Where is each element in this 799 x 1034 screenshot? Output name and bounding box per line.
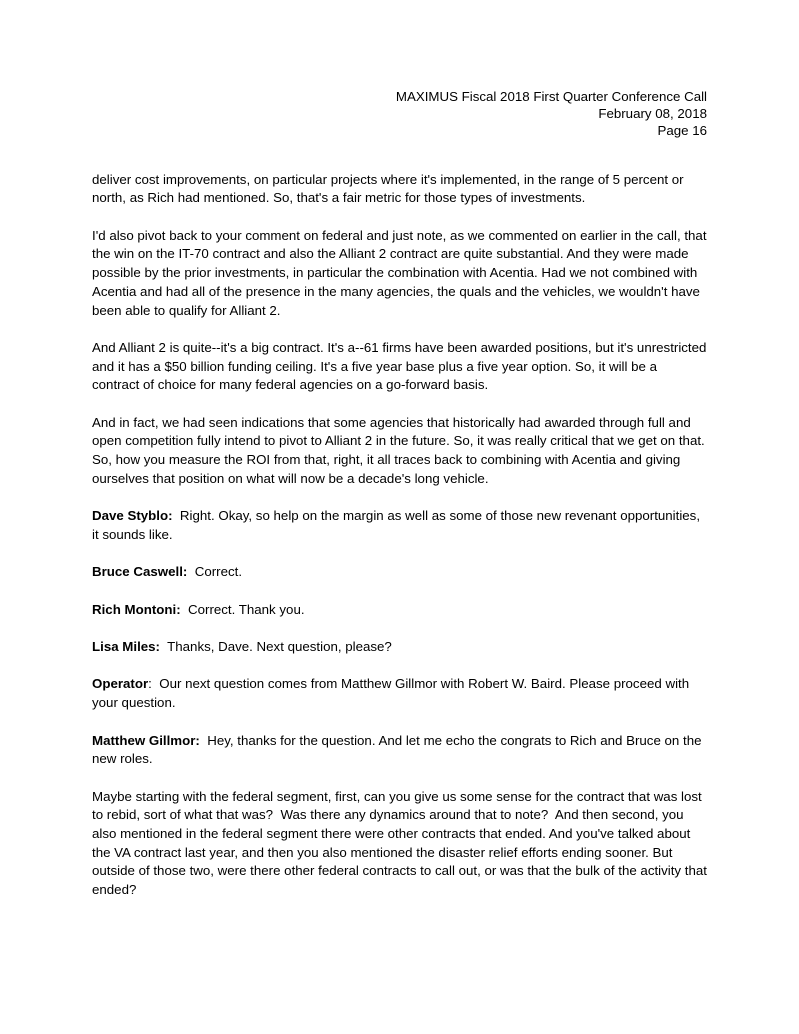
transcript-paragraph xyxy=(92,171,707,208)
header-page-number: Page 16 xyxy=(657,123,707,139)
paragraph-text: Hey, thanks for the question. And let me echo the congrats to Rich and Bruce on the new roles. xyxy=(92,732,706,767)
paragraph-text: deliver cost improvements, on particular projects where it's implemented, in the range of 5 percent or north, as Rich had mentioned. So, that's a fair metric for those types of investments. xyxy=(92,171,688,206)
transcript-paragraph xyxy=(92,414,707,489)
paragraph-text: And in fact, we had seen indications that some agencies that historically had awarded through full and open competition fully intend to pivot to Alliant 2 in the future. So, it was really critical that we get on that. So, how you measure the ROI from that, right, it all traces back to combining with Acentia and giving ourselves that position on what will now be a decade's long vehicle. xyxy=(92,414,709,486)
transcript-paragraph xyxy=(92,227,711,321)
speaker-name: Matthew Gillmor: xyxy=(92,732,200,748)
transcript-paragraph xyxy=(92,732,707,769)
transcript-paragraph xyxy=(92,675,707,712)
header-title: MAXIMUS Fiscal 2018 First Quarter Conference Call xyxy=(395,89,707,104)
speaker-name: Lisa Miles: xyxy=(92,639,160,655)
paragraph-text: Correct. Thank you. xyxy=(180,601,305,617)
header-date: February 08, 2018 xyxy=(598,106,707,122)
transcript-paragraph xyxy=(92,339,711,395)
speaker-name: Bruce Caswell: xyxy=(92,564,188,580)
speaker-name: Dave Styblo: xyxy=(92,508,173,524)
speaker-name: Rich Montoni: xyxy=(92,601,181,617)
transcript-body xyxy=(92,171,711,900)
transcript-paragraph xyxy=(92,507,707,544)
paragraph-text: Right. Okay, so help on the margin as well as some of those new revenant opportunities, it sounds like. xyxy=(92,508,704,542)
page-header xyxy=(92,88,707,140)
paragraph-text: And Alliant 2 is quite--it's a big contract. It's a--61 firms have been awarded positions, but it's unrestricted and it has a $50 billion funding ceiling. It's a five year base plus a five year option. So, it will be a contract of choice for many federal agencies on a go-forward basis. xyxy=(92,339,711,393)
paragraph-text: Maybe starting with the federal segment, first, can you give us some sense for the contract that was lost to rebid, sort of what that was? Was there any dynamics around that to note? And then second, you also mentioned in the federal segment there were other contracts that ended. And you've talked about the VA contract last year, and then you also mentioned the disaster relief efforts ending sooner. But outside of those two, were there other federal contracts to call out, or was that the bulk of the activity that ended? xyxy=(92,788,711,898)
paragraph-text: I'd also pivot back to your comment on federal and just note, as we commented on earlier in the call, that the win on the IT-70 contract and also the Alliant 2 contract are quite substantial. And they were made possible by the prior investments, in particular the combination with Acentia. Had we not combined with Acentia and had all of the presence in the many agencies, the quals and the vehicles, we wouldn't have been able to qualify for Alliant 2. xyxy=(92,227,711,318)
transcript-paragraph xyxy=(92,788,711,900)
transcript-paragraph xyxy=(92,638,707,657)
paragraph-text: Thanks, Dave. Next question, please? xyxy=(159,639,392,655)
transcript-paragraph xyxy=(92,601,707,620)
speaker-name: Operator xyxy=(92,676,149,692)
paragraph-text: Correct. xyxy=(187,564,243,580)
transcript-paragraph xyxy=(92,563,707,582)
paragraph-text: : Our next question comes from Matthew Gillmor with Robert W. Baird. Please proceed with your question. xyxy=(92,676,693,711)
